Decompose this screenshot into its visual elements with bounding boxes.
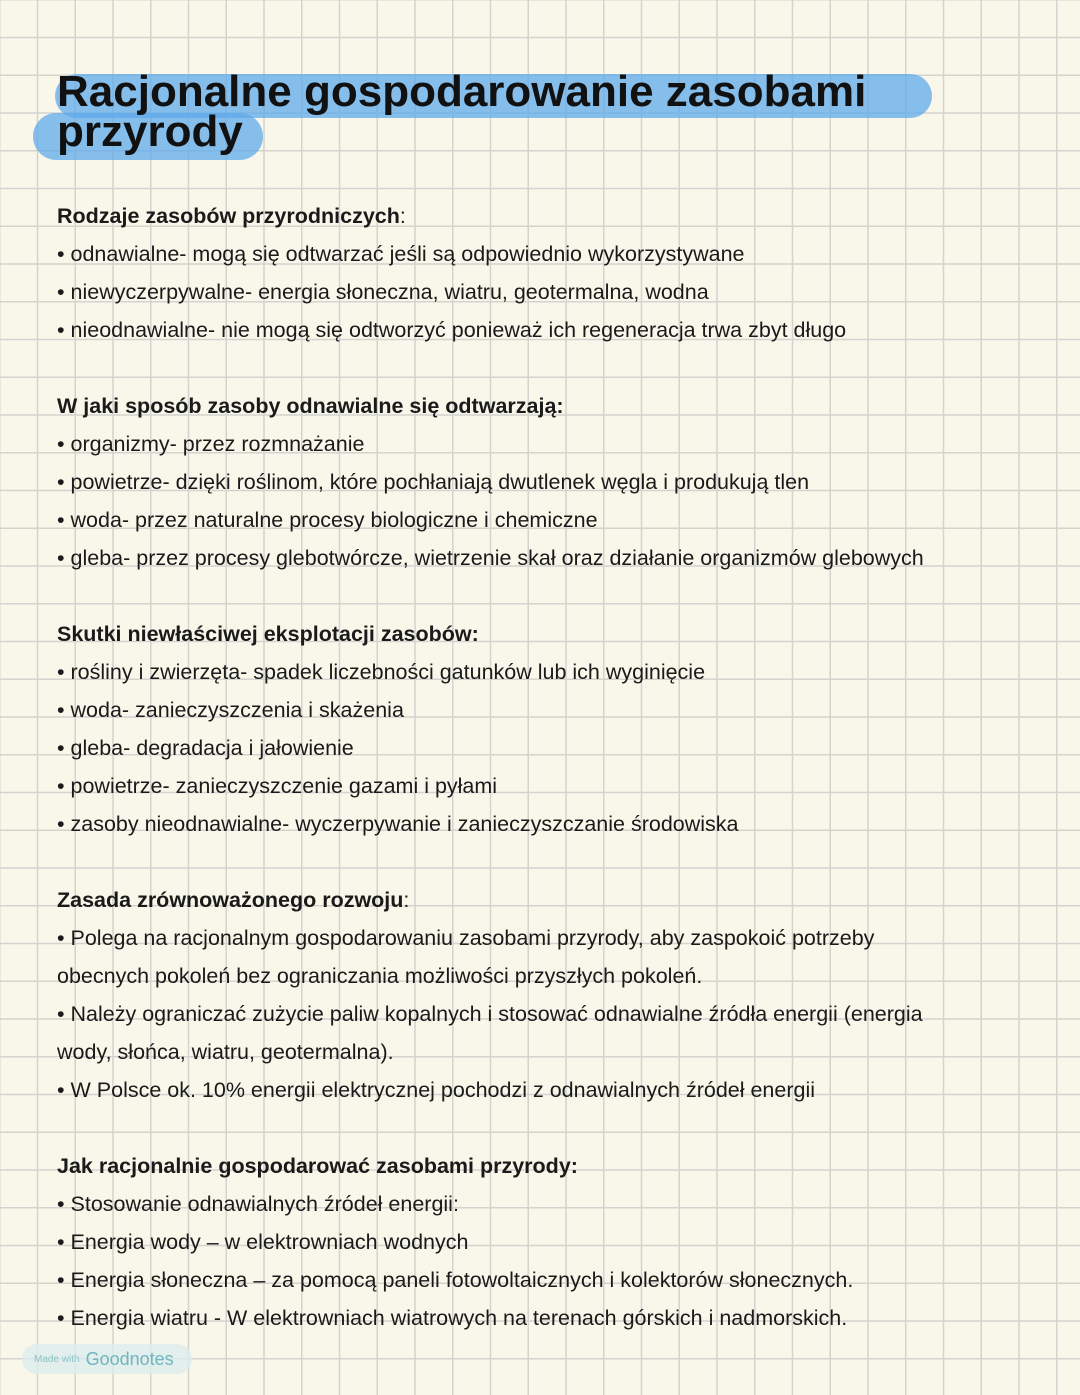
list-item: • Energia słoneczna – za pomocą paneli fotowoltaicznych i kolektorów słonecznych. <box>57 1268 854 1292</box>
title-line-1: Racjonalne gospodarowanie zasobami <box>57 67 867 116</box>
section-heading-text: Zasada zrównoważonego rozwoju <box>57 888 404 912</box>
list-item: • Energia wody – w elektrowniach wodnych <box>57 1230 469 1254</box>
list-item: • rośliny i zwierzęta- spadek liczebności gatunków lub ich wyginięcie <box>57 660 706 684</box>
section-gap <box>57 577 1057 615</box>
list-item: • organizmy- przez rozmnażanie <box>57 432 365 456</box>
list-item: • nieodnawialne- nie mogą się odtworzyć ponieważ ich regeneracja trwa zbyt długo <box>57 318 847 342</box>
list-item: • woda- przez naturalne procesy biologiczne i chemiczne <box>57 508 598 532</box>
section-heading-text: Jak racjonalnie gospodarować zasobami przyrody: <box>57 1154 578 1178</box>
section-heading <box>57 1147 1057 1185</box>
section-heading <box>57 615 1057 653</box>
list-item: • Należy ograniczać zużycie paliw kopalnych i stosować odnawialne źródła energii (energia <box>57 1002 923 1026</box>
section <box>57 1147 1057 1337</box>
list-item: • woda- zanieczyszczenia i skażenia <box>57 698 404 722</box>
section-heading-text: Skutki niewłaściwej eksplotacji zasobów: <box>57 622 479 646</box>
section <box>57 615 1057 843</box>
section-gap <box>57 349 1057 387</box>
section <box>57 387 1057 577</box>
goodnotes-badge <box>22 1344 192 1374</box>
section-heading <box>57 387 1057 425</box>
section-heading-suffix: : <box>403 888 410 912</box>
list-item: • Energia wiatru - W elektrowniach wiatrowych na terenach górskich i nadmorskich. <box>57 1306 848 1330</box>
list-item: • Stosowanie odnawialnych źródeł energii: <box>57 1192 459 1216</box>
title-line-2: przyrody <box>57 107 243 156</box>
section-heading-text: W jaki sposób zasoby odnawialne się odtwarzają: <box>57 394 564 418</box>
list-item: • niewyczerpywalne- energia słoneczna, wiatru, geotermalna, wodna <box>57 280 709 304</box>
goodnotes-logo: Goodnotes <box>85 1348 174 1369</box>
list-item: • odnawialne- mogą się odtwarzać jeśli są odpowiednio wykorzystywane <box>57 242 745 266</box>
list-item: • powietrze- dzięki roślinom, które pochłaniają dwutlenek węgla i produkują tlen <box>57 470 810 494</box>
section-heading <box>57 881 1057 919</box>
list-item: obecnych pokoleń bez ograniczania możliwości przyszłych pokoleń. <box>57 964 703 988</box>
list-item: • W Polsce ok. 10% energii elektrycznej pochodzi z odnawialnych źródeł energii <box>57 1078 816 1102</box>
list-item: • gleba- degradacja i jałowienie <box>57 736 354 760</box>
list-item: • gleba- przez procesy glebotwórcze, wietrzenie skał oraz działanie organizmów glebowych <box>57 546 924 570</box>
page-title <box>57 67 867 156</box>
section-heading-suffix: : <box>399 204 406 228</box>
section <box>57 197 1057 349</box>
notes-content <box>57 197 1057 1337</box>
section-heading <box>57 197 1057 235</box>
list-item: • zasoby nieodnawialne- wyczerpywanie i zanieczyszczanie środowiska <box>57 812 739 836</box>
section-gap <box>57 843 1057 881</box>
made-with-label: Made with <box>34 1353 80 1365</box>
list-item: wody, słońca, wiatru, geotermalna). <box>57 1040 394 1064</box>
list-item: • powietrze- zanieczyszczenie gazami i pyłami <box>57 774 498 798</box>
list-item: • Polega na racjonalnym gospodarowaniu zasobami przyrody, aby zaspokoić potrzeby <box>57 926 875 950</box>
section-heading-text: Rodzaje zasobów przyrodniczych <box>57 204 400 228</box>
section <box>57 881 1057 1109</box>
section-gap <box>57 1109 1057 1147</box>
